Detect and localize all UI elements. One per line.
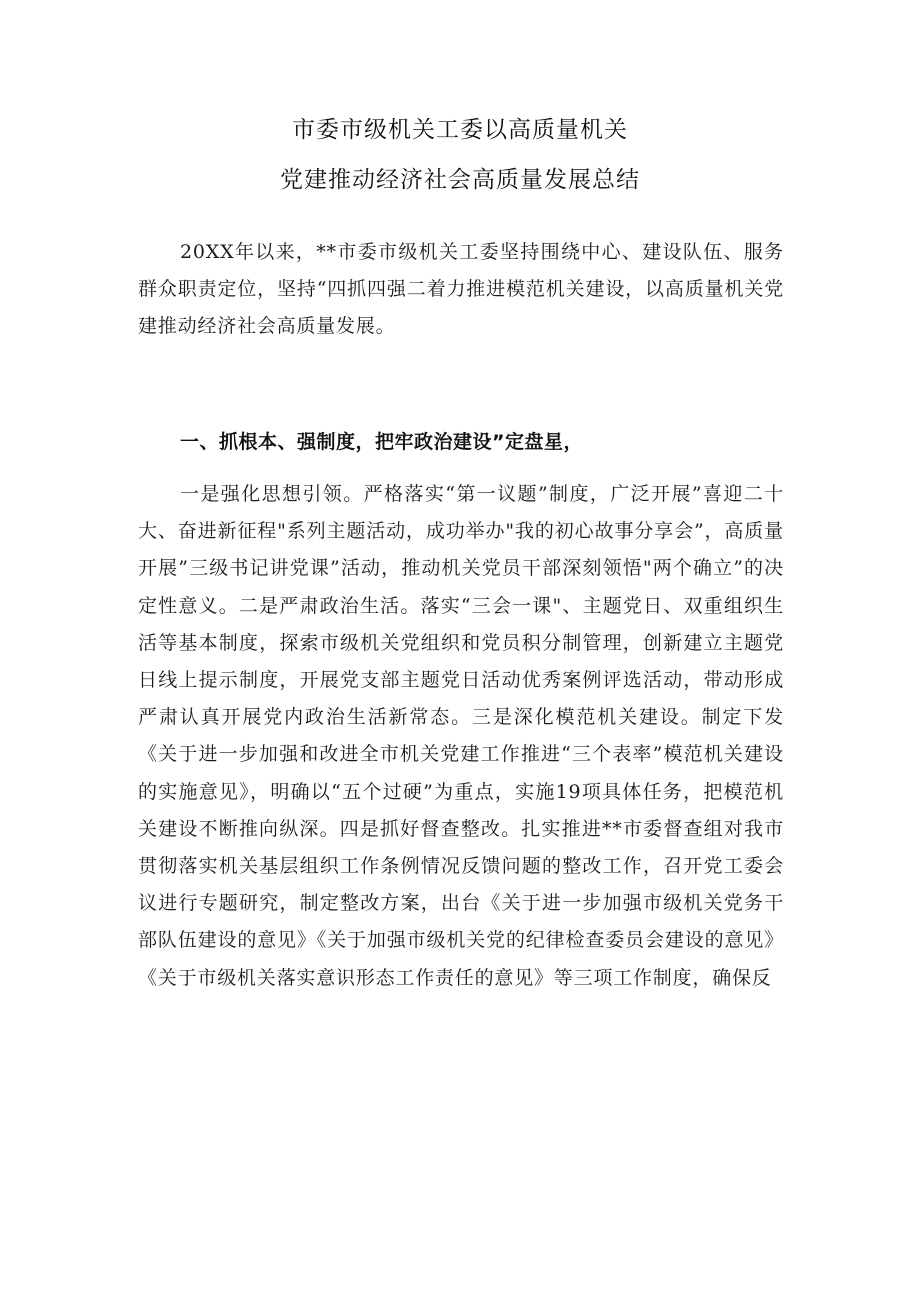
document-title-line-1: 市委市级机关工委以高质量机关 [292,117,628,143]
section-1-heading: 一、抓根本、强制度，把牢政治建设”定盘星， [180,431,583,453]
section-1-body: 一是强化思想引领。严格落实“第一议题”制度，广泛开展”喜迎二十大、奋进新征程"系列主题活动，成功举办"我的初心故事分享会”，高质量开展”三级书记讲党课”活动，推动机关党员干部深刻领悟"两个确立”的决定性意义。二是严肃政治生活。落实“三会一课"、主题党日、双重组织生活等基本制度，探索市级机关党组织和党员积分制管理，创新建立主题党日线上提示制度，开展党支部主题党日活动优秀案例评选活动，带动形成严肃认真开展党内政治生活新常态。三是深化模范机关建设。制定下发《关于进一步加强和改进全市机关党建工作推进“三个表率”模范机关建设的实施意见》，明确以“五个过硬”为重点，实施19项具体任务，把模范机关建设不断推向纵深。四是抓好督查整改。扎实推进**市委督查组对我市贯彻落实机关基层组织工作条例情况反馈问题的整改工作，召开党工委会议进行专题研究，制定整改方案，出台《关于进一步加强市级机关党务干部队伍建设的意见》《关于加强市级机关党的纪律检查委员会建设的意见》《关于市级机关落实意识形态工作责任的意见》等三项工作制度，确保反 [138,483,784,989]
document-title-line-2: 党建推动经济社会高质量发展总结 [280,167,640,193]
intro-paragraph: 20XX年以来，**市委市级机关工委坚持围绕中心、建设队伍、服务群众职责定位，坚持“四抓四强二着力推进模范机关建设，以高质量机关党建推动经济社会高质量发展。 [138,241,784,338]
